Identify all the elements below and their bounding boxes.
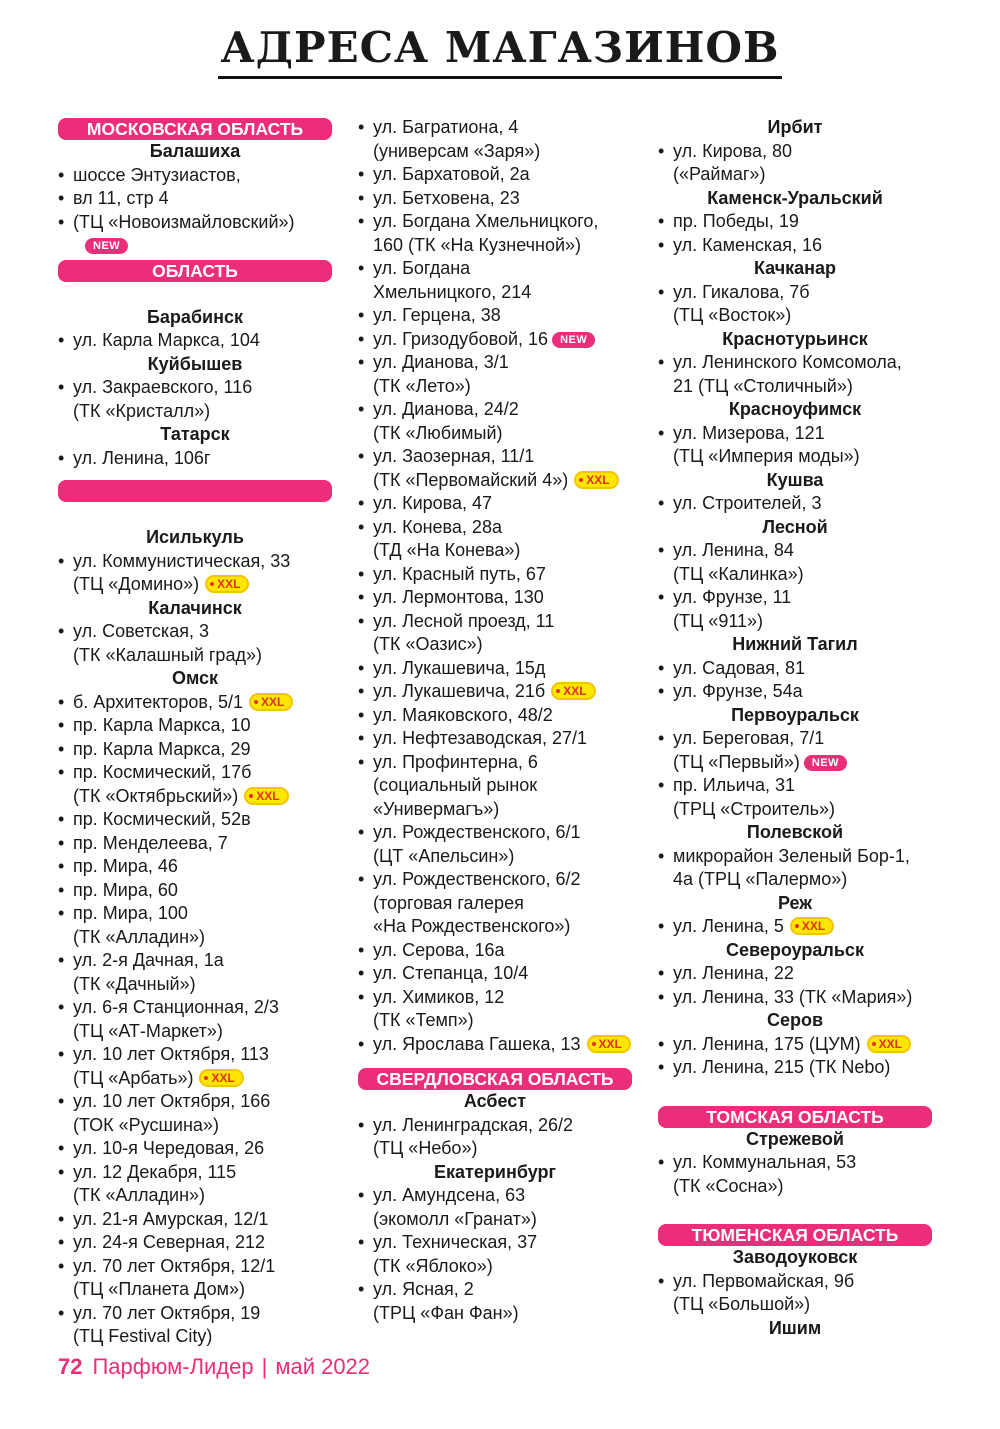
store-address bbox=[358, 516, 632, 540]
store-address bbox=[358, 492, 632, 516]
address-text: ул. Лермонтова, 130 bbox=[373, 587, 544, 607]
address-text: ул. Советская, 3 bbox=[73, 621, 209, 641]
city-name: Североуральск bbox=[726, 939, 864, 960]
city-name: Асбест bbox=[463, 1091, 527, 1111]
region-header: ОБЛАСТЬ bbox=[58, 260, 332, 282]
address-text: (ТЦ «Домино») bbox=[73, 574, 200, 594]
address-text: пр. Менделеева, 7 bbox=[73, 832, 228, 853]
store-address-continued bbox=[58, 1278, 332, 1302]
store-address bbox=[358, 1278, 632, 1302]
city-name: Балашиха bbox=[149, 141, 241, 161]
store-address-continued bbox=[358, 234, 632, 258]
store-address bbox=[358, 304, 632, 328]
address-text: (ТЦ «Восток») bbox=[673, 305, 792, 325]
store-address bbox=[58, 620, 332, 644]
city-name: Серов bbox=[766, 1010, 824, 1030]
store-address-continued bbox=[58, 785, 332, 809]
address-text: ул. 70 лет Октября, 19 bbox=[73, 1302, 261, 1323]
column-3 bbox=[658, 116, 932, 1340]
address-text: пр. Мира, 46 bbox=[73, 856, 178, 876]
store-address bbox=[358, 351, 632, 375]
address-text: (экомолл «Гранат») bbox=[373, 1208, 537, 1229]
store-address bbox=[58, 1161, 332, 1185]
store-address bbox=[58, 329, 332, 353]
address-text: (ТЦ «АТ-Маркет») bbox=[73, 1020, 223, 1041]
store-address bbox=[658, 492, 932, 516]
address-text: (ТЦ «Планета Дом») bbox=[73, 1279, 245, 1299]
xxl-badge: XXL bbox=[249, 693, 293, 711]
store-address bbox=[358, 398, 632, 422]
store-address bbox=[358, 563, 632, 587]
city-name: Куйбышев bbox=[147, 353, 243, 374]
store-address-continued bbox=[58, 1184, 332, 1208]
store-address-continued bbox=[658, 563, 932, 587]
region-header: ТЮМЕНСКАЯ ОБЛАСТЬ bbox=[658, 1224, 932, 1246]
store-address bbox=[58, 691, 332, 715]
store-address bbox=[58, 1208, 332, 1232]
address-text: ул. Техническая, 37 bbox=[373, 1232, 538, 1252]
address-text: (торговая галерея bbox=[373, 892, 524, 913]
address-text: ул. Ленинского Комсомола, bbox=[673, 352, 902, 372]
store-address bbox=[58, 447, 332, 471]
spacer bbox=[58, 502, 332, 526]
store-address bbox=[658, 845, 932, 869]
address-text: (ТРЦ «Строитель») bbox=[673, 798, 835, 819]
address-text: (ТК «Лето») bbox=[373, 375, 471, 396]
store-address bbox=[358, 680, 632, 704]
xxl-badge: XXL bbox=[551, 682, 595, 700]
address-text: ул. Ленина, 22 bbox=[673, 963, 794, 983]
address-text: ул. Амундсена, 63 bbox=[373, 1185, 526, 1205]
city-name: Омск bbox=[171, 668, 219, 688]
city-name: Кушва bbox=[766, 469, 824, 490]
store-address bbox=[358, 1231, 632, 1255]
store-address bbox=[58, 949, 332, 973]
store-address-continued bbox=[658, 610, 932, 634]
store-address-continued bbox=[58, 400, 332, 424]
store-address-continued bbox=[358, 774, 632, 798]
store-address bbox=[358, 962, 632, 986]
address-text: ул. Кирова, 80 bbox=[673, 140, 793, 161]
address-text: ул. 24-я Северная, 212 bbox=[73, 1232, 265, 1252]
address-text: (ТК «Темп») bbox=[373, 1010, 474, 1030]
store-address-continued bbox=[358, 845, 632, 869]
store-address bbox=[358, 868, 632, 892]
store-address bbox=[658, 140, 932, 164]
store-address-continued bbox=[358, 375, 632, 399]
store-address bbox=[58, 902, 332, 926]
store-address-continued bbox=[658, 375, 932, 399]
column-2 bbox=[358, 116, 632, 1325]
address-text: ул. Ленина, 33 (ТК «Мария») bbox=[673, 986, 913, 1007]
region-header: СВЕРДЛОВСКАЯ ОБЛАСТЬ bbox=[358, 1068, 632, 1090]
store-address bbox=[658, 727, 932, 751]
region-header: ТОМСКАЯ ОБЛАСТЬ bbox=[658, 1106, 932, 1128]
badge-row bbox=[58, 234, 332, 258]
xxl-badge: XXL bbox=[867, 1035, 911, 1053]
address-text: ул. Гризодубовой, 16 bbox=[373, 328, 549, 349]
address-text: (ТК «Дачный») bbox=[73, 973, 196, 994]
address-text: ул. 2-я Дачная, 1а bbox=[73, 950, 224, 970]
address-text: ул. Ленина, 84 bbox=[673, 540, 794, 560]
address-text: «На Рождественского») bbox=[373, 916, 571, 936]
address-text: ул. 10 лет Октября, 113 bbox=[73, 1044, 269, 1064]
store-address-continued bbox=[58, 1020, 332, 1044]
city-name: Реж bbox=[777, 892, 813, 913]
address-text: ул. Фрунзе, 54а bbox=[673, 681, 803, 701]
store-address bbox=[358, 610, 632, 634]
address-text: (ТК «Алладин») bbox=[73, 926, 206, 947]
address-text: пр. Космический, 52в bbox=[73, 809, 251, 829]
address-text: ул. Профинтерна, 6 bbox=[373, 751, 538, 772]
address-text: ул. Бетховена, 23 bbox=[373, 187, 520, 208]
address-text: ул. Нефтезаводская, 27/1 bbox=[373, 728, 587, 748]
city-name: Екатеринбург bbox=[434, 1161, 556, 1182]
address-text: 4а (ТРЦ «Палермо») bbox=[673, 869, 848, 889]
store-address bbox=[58, 738, 332, 762]
store-address bbox=[358, 445, 632, 469]
address-text: 160 (ТК «На Кузнечной») bbox=[373, 234, 582, 255]
store-address bbox=[358, 727, 632, 751]
xxl-badge: XXL bbox=[244, 787, 288, 805]
city-name: Калачинск bbox=[148, 597, 242, 618]
store-address bbox=[658, 1056, 932, 1080]
store-address-continued bbox=[358, 140, 632, 164]
store-address bbox=[658, 1270, 932, 1294]
xxl-badge: XXL bbox=[199, 1069, 243, 1087]
store-address bbox=[658, 234, 932, 258]
new-badge: NEW bbox=[804, 755, 847, 771]
address-text: (ТОК «Русшина») bbox=[73, 1114, 219, 1135]
address-text: ул. Коммунистическая, 33 bbox=[73, 550, 291, 571]
xxl-badge: XXL bbox=[574, 471, 618, 489]
store-address-continued bbox=[58, 644, 332, 668]
address-text: ул. 10 лет Октября, 166 bbox=[73, 1091, 271, 1111]
address-text: ул. Степанца, 10/4 bbox=[373, 963, 529, 983]
store-address bbox=[358, 657, 632, 681]
store-address-continued bbox=[358, 1255, 632, 1279]
address-text: пр. Мира, 60 bbox=[73, 879, 178, 900]
city-name: Лесной bbox=[762, 516, 828, 537]
address-text: 21 (ТЦ «Столичный») bbox=[673, 375, 853, 396]
store-address bbox=[58, 996, 332, 1020]
address-text: (ТК «Яблоко») bbox=[373, 1255, 493, 1276]
store-address-continued bbox=[358, 469, 632, 493]
page-title-wrap bbox=[0, 22, 1000, 79]
address-text: (ТК «Алладин») bbox=[73, 1185, 206, 1205]
store-address bbox=[58, 1137, 332, 1161]
store-address bbox=[358, 210, 632, 234]
address-text: (ТК «Оазис») bbox=[373, 634, 483, 654]
address-text: ул. Богдана Хмельницкого, bbox=[373, 211, 599, 231]
city-name: Нижний Тагил bbox=[732, 634, 858, 654]
issue-date: май 2022 bbox=[275, 1354, 371, 1379]
store-address-continued bbox=[658, 304, 932, 328]
address-text: ул. Бархатовой, 2а bbox=[373, 164, 530, 184]
store-address bbox=[658, 351, 932, 375]
address-text: ул. 10-я Чередовая, 26 bbox=[73, 1138, 265, 1158]
address-text: ул. Багратиона, 4 bbox=[373, 117, 519, 137]
store-address-continued bbox=[358, 281, 632, 305]
store-address bbox=[58, 1255, 332, 1279]
store-address-continued bbox=[58, 926, 332, 950]
address-text: (ТЦ «Первый») bbox=[673, 751, 800, 772]
address-text: ул. Ленинградская, 26/2 bbox=[373, 1114, 574, 1135]
store-address-continued bbox=[658, 163, 932, 187]
address-text: (ТЦ Festival City) bbox=[73, 1326, 213, 1346]
store-address-continued bbox=[358, 1302, 632, 1326]
address-text: ул. Дианова, 3/1 bbox=[373, 352, 509, 372]
store-address bbox=[358, 163, 632, 187]
store-address bbox=[658, 422, 932, 446]
address-text: пр. Ильича, 31 bbox=[673, 775, 796, 795]
address-text: (ТРЦ «Фан Фан») bbox=[373, 1302, 519, 1323]
store-address bbox=[58, 761, 332, 785]
store-address bbox=[358, 187, 632, 211]
address-text: пр. Космический, 17б bbox=[73, 762, 252, 782]
region-header: МОСКОВСКАЯ ОБЛАСТЬ bbox=[58, 118, 332, 140]
store-address bbox=[358, 1033, 632, 1057]
store-address-continued bbox=[58, 573, 332, 597]
store-address bbox=[658, 962, 932, 986]
store-address bbox=[658, 1151, 932, 1175]
address-text: («Раймаг») bbox=[673, 164, 766, 184]
address-text: (ТД «На Конева») bbox=[373, 540, 521, 560]
xxl-badge: XXL bbox=[587, 1035, 631, 1053]
column-1 bbox=[58, 116, 332, 1349]
address-text: (социальный рынок bbox=[373, 775, 538, 795]
store-address bbox=[358, 704, 632, 728]
address-text: ул. Ленина, 215 (ТК Nebo) bbox=[673, 1057, 891, 1077]
city-name: Каменск-Уральский bbox=[707, 187, 883, 208]
store-address-continued bbox=[358, 422, 632, 446]
address-text: (ТК «Калашный град») bbox=[73, 644, 262, 665]
store-address-continued bbox=[658, 798, 932, 822]
city-name: Красноуфимск bbox=[728, 399, 862, 419]
address-text: ул. Карла Маркса, 104 bbox=[73, 330, 260, 350]
address-text: ул. Ярослава Гашека, 13 bbox=[373, 1033, 581, 1054]
address-text: пр. Победы, 19 bbox=[673, 211, 799, 231]
address-text: ул. 70 лет Октября, 12/1 bbox=[73, 1255, 276, 1276]
store-address bbox=[58, 376, 332, 400]
store-address bbox=[58, 1231, 332, 1255]
city-name: Первоуральск bbox=[731, 704, 859, 725]
store-address bbox=[658, 657, 932, 681]
address-text: (ТК «Сосна») bbox=[673, 1175, 784, 1196]
store-address bbox=[358, 1114, 632, 1138]
address-text: ул. 6-я Станционная, 2/3 bbox=[73, 997, 279, 1017]
address-text: ул. Гикалова, 7б bbox=[673, 281, 810, 302]
spacer bbox=[658, 1198, 932, 1222]
address-text: ул. Ленина, 175 (ЦУМ) bbox=[673, 1033, 861, 1054]
store-address-continued bbox=[358, 1208, 632, 1232]
page-number: 72 bbox=[58, 1354, 83, 1379]
address-text: ул. 21-я Амурская, 12/1 bbox=[73, 1208, 269, 1229]
store-address bbox=[658, 1033, 932, 1057]
store-address bbox=[58, 550, 332, 574]
address-text: ул. Лукашевича, 21б bbox=[373, 681, 546, 701]
store-address-continued bbox=[658, 1293, 932, 1317]
address-text: ул. Строителей, 3 bbox=[673, 493, 822, 513]
spacer bbox=[58, 282, 332, 306]
city-name: Полевской bbox=[746, 822, 844, 842]
address-text: «Универмагъ») bbox=[373, 798, 500, 819]
store-address bbox=[58, 187, 332, 211]
address-text: микрорайон Зеленый Бор-1, bbox=[673, 845, 910, 866]
store-address-continued bbox=[58, 1325, 332, 1349]
address-text: (ТЦ «Небо») bbox=[373, 1138, 478, 1158]
address-text: ул. Герцена, 38 bbox=[373, 305, 501, 325]
address-text: ул. Первомайская, 9б bbox=[673, 1270, 855, 1291]
store-address-continued bbox=[658, 1175, 932, 1199]
address-text: ул. Заозерная, 11/1 bbox=[373, 446, 535, 466]
xxl-badge: XXL bbox=[790, 917, 834, 935]
store-address bbox=[58, 211, 332, 235]
address-text: Хмельницкого, 214 bbox=[373, 281, 532, 302]
address-text: ул. Береговая, 7/1 bbox=[673, 728, 825, 748]
store-address-continued bbox=[358, 633, 632, 657]
address-text: ул. Богдана bbox=[373, 258, 471, 278]
address-text: ул. Маяковского, 48/2 bbox=[373, 704, 553, 725]
address-text: (ТЦ «911») bbox=[673, 610, 764, 631]
store-address bbox=[358, 986, 632, 1010]
address-text: (ТЦ «Арбать») bbox=[73, 1067, 194, 1088]
address-text: (ТЦ «Новоизмайловский») bbox=[73, 211, 295, 232]
store-address-continued bbox=[358, 1009, 632, 1033]
address-text: ул. Конева, 28а bbox=[373, 516, 502, 537]
store-address bbox=[658, 586, 932, 610]
page-title: АДРЕСА МАГАЗИНОВ bbox=[218, 22, 781, 79]
city-name: Исилькуль bbox=[146, 527, 244, 547]
store-address-continued bbox=[358, 915, 632, 939]
store-address bbox=[358, 1184, 632, 1208]
spacer bbox=[358, 1056, 632, 1066]
address-text: ул. Красный путь, 67 bbox=[373, 563, 546, 584]
city-name: Заводоуковск bbox=[732, 1247, 858, 1267]
address-text: шоссе Энтузиастов, bbox=[73, 164, 241, 185]
footer-separator: | bbox=[261, 1354, 268, 1379]
store-address bbox=[58, 164, 332, 188]
address-text: ул. Лесной проезд, 11 bbox=[373, 610, 555, 631]
city-name: Ишим bbox=[768, 1317, 822, 1338]
city-name: Ирбит bbox=[767, 117, 823, 137]
address-text: ул. Серова, 16а bbox=[373, 939, 505, 960]
city-name: Стрежевой bbox=[745, 1128, 844, 1149]
address-text: ул. 12 Декабря, 115 bbox=[73, 1161, 237, 1182]
new-badge: NEW bbox=[552, 332, 595, 348]
city-name: Качканар bbox=[753, 258, 837, 278]
store-address bbox=[658, 210, 932, 234]
store-address-continued bbox=[358, 892, 632, 916]
store-address bbox=[358, 328, 632, 352]
store-address bbox=[658, 539, 932, 563]
store-address bbox=[358, 257, 632, 281]
address-text: ул. Рождественского, 6/2 bbox=[373, 869, 581, 889]
address-text: ул. Закраевского, 116 bbox=[73, 377, 253, 397]
city-name: Краснотурьинск bbox=[722, 328, 868, 349]
address-text: (универсам «Заря») bbox=[373, 140, 541, 161]
address-text: б. Архитекторов, 5/1 bbox=[73, 691, 243, 712]
store-address bbox=[358, 821, 632, 845]
store-address bbox=[58, 879, 332, 903]
region-header-blank bbox=[58, 480, 332, 502]
magazine-name: Парфюм-Лидер bbox=[92, 1354, 254, 1379]
xxl-badge: XXL bbox=[205, 575, 249, 593]
address-text: (ТЦ «Калинка») bbox=[673, 563, 804, 584]
store-address bbox=[358, 939, 632, 963]
address-text: (ЦТ «Апельсин») bbox=[373, 845, 515, 866]
address-text: ул. Фрунзе, 11 bbox=[673, 587, 792, 607]
address-text: (ТЦ «Империя моды») bbox=[673, 446, 860, 466]
store-address bbox=[658, 680, 932, 704]
address-text: пр. Карла Маркса, 10 bbox=[73, 715, 251, 735]
address-text: ул. Ленина, 5 bbox=[673, 916, 784, 936]
address-text: ул. Лукашевича, 15д bbox=[373, 657, 546, 678]
address-text: ул. Рождественского, 6/1 bbox=[373, 822, 581, 842]
address-text: (ТК «Кристалл») bbox=[73, 400, 211, 421]
store-address-continued bbox=[358, 539, 632, 563]
store-address bbox=[58, 808, 332, 832]
address-text: ул. Ясная, 2 bbox=[373, 1279, 474, 1299]
city-name: Татарск bbox=[160, 424, 230, 444]
address-text: (ТЦ «Большой») bbox=[673, 1294, 811, 1314]
address-text: (ТК «Любимый) bbox=[373, 422, 503, 443]
store-address-continued bbox=[658, 868, 932, 892]
spacer bbox=[658, 1080, 932, 1104]
store-address bbox=[58, 1090, 332, 1114]
address-text: ул. Коммунальная, 53 bbox=[673, 1152, 857, 1172]
store-address-continued bbox=[358, 1137, 632, 1161]
address-text: ул. Каменская, 16 bbox=[673, 234, 822, 255]
store-address bbox=[58, 832, 332, 856]
address-text: ул. Дианова, 24/2 bbox=[373, 399, 519, 419]
store-address bbox=[658, 281, 932, 305]
store-address-continued bbox=[58, 1114, 332, 1138]
store-address-continued bbox=[58, 1067, 332, 1091]
page-footer bbox=[58, 1354, 370, 1380]
city-name: Барабинск bbox=[146, 306, 244, 327]
store-address bbox=[358, 586, 632, 610]
new-badge: NEW bbox=[85, 238, 128, 254]
address-text: ул. Садовая, 81 bbox=[673, 657, 805, 678]
address-text: пр. Карла Маркса, 29 bbox=[73, 738, 251, 759]
store-address-continued bbox=[658, 445, 932, 469]
address-text: (ТК «Октябрьский») bbox=[73, 785, 239, 806]
store-address bbox=[658, 774, 932, 798]
store-address bbox=[58, 714, 332, 738]
store-address bbox=[58, 1302, 332, 1326]
address-text: ул. Кирова, 47 bbox=[373, 493, 493, 513]
store-address bbox=[358, 751, 632, 775]
store-address bbox=[58, 1043, 332, 1067]
store-address bbox=[658, 986, 932, 1010]
store-address bbox=[658, 915, 932, 939]
store-address-continued bbox=[358, 798, 632, 822]
address-text: (ТК «Первомайский 4») bbox=[373, 469, 569, 490]
store-address bbox=[358, 116, 632, 140]
store-address-continued bbox=[658, 751, 932, 775]
store-address bbox=[58, 855, 332, 879]
address-text: ул. Химиков, 12 bbox=[373, 986, 505, 1007]
address-text: ул. Ленина, 106г bbox=[73, 447, 211, 468]
address-text: пр. Мира, 100 bbox=[73, 903, 188, 923]
address-text: вл 11, стр 4 bbox=[73, 188, 169, 208]
store-address-continued bbox=[58, 973, 332, 997]
address-text: ул. Мизерова, 121 bbox=[673, 422, 825, 443]
